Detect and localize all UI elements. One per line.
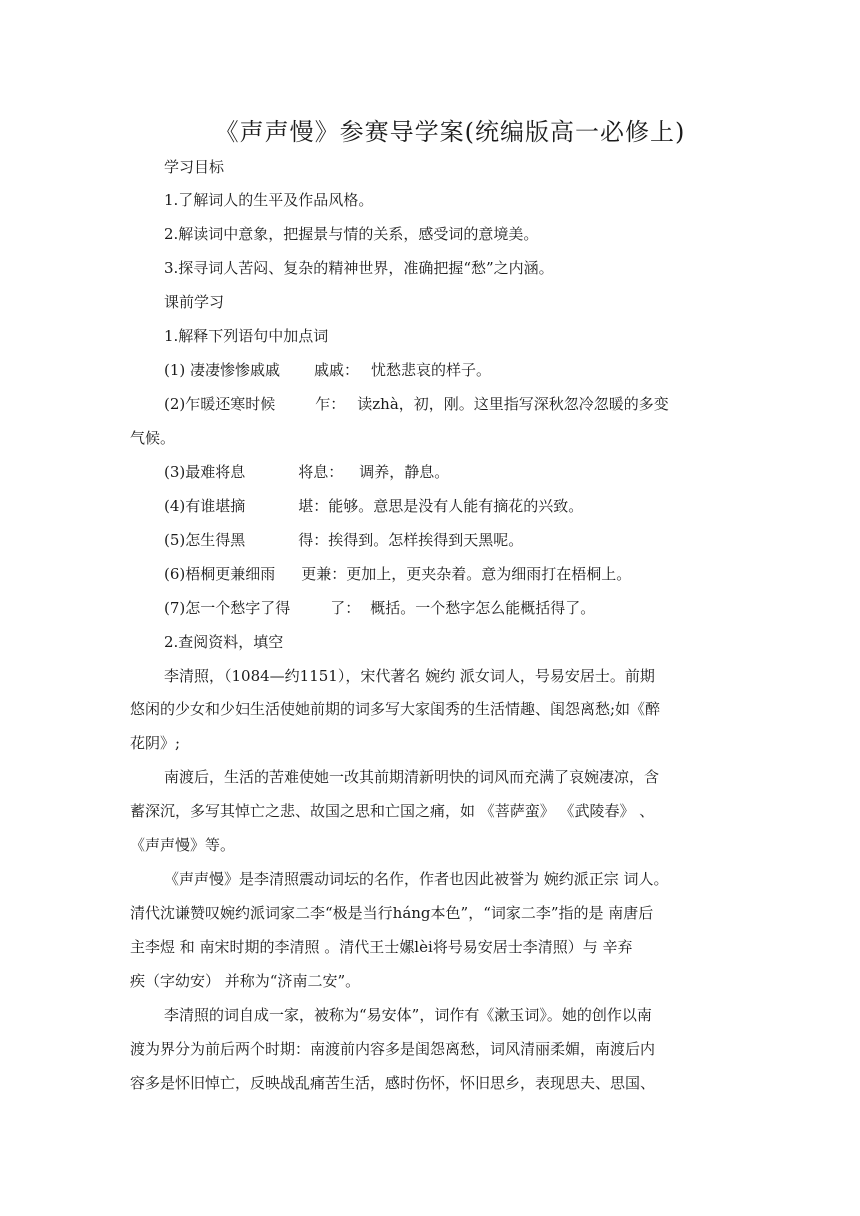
term-wrap-line: 气候。 [130, 429, 176, 447]
term-meaning: 读zhà，初，刚。这里指写深秋忽冷忽暖的多变 [357, 395, 669, 413]
term-meaning: 能够。意思是没有人能有摘花的兴致。 [328, 497, 584, 515]
paragraph-line: 渡为界分为前后两个时期：南渡前内容多是闺怨离愁，词风清丽柔媚，南渡后内 [130, 1040, 656, 1058]
term-word: 堪： [298, 497, 329, 515]
term-row [164, 360, 491, 380]
term-row [164, 598, 595, 618]
goal-item: 3.探寻词人苦闷、复杂的精神世界，准确把握“愁”之内涵。 [164, 259, 554, 277]
term-phrase: (1) 凄凄惨惨戚戚 [164, 361, 281, 379]
paragraph-line: 容多是怀旧悼亡，反映战乱痛苦生活，感时伤怀，怀旧思乡，表现思夫、思国、 [130, 1074, 656, 1092]
section-heading-pre-study: 课前学习 [164, 293, 225, 311]
goal-item: 2.解读词中意象，把握景与情的关系，感受词的意境美。 [164, 225, 539, 243]
term-word: 得： [298, 531, 329, 549]
question-title: 2.查阅资料，填空 [164, 633, 284, 651]
paragraph-line: 南渡后，生活的苦难使她一改其前期清新明快的词风而充满了哀婉凄凉，含 [164, 768, 660, 786]
term-meaning: 调养，静息。 [359, 463, 450, 481]
paragraph-line: 蓄深沉，多写其悼亡之悲、故国之思和亡国之痛，如 《菩萨蛮》 《武陵春》 、 [130, 802, 655, 820]
term-word: 更兼： [301, 565, 347, 583]
paragraph-line: 花阴》; [130, 734, 181, 752]
paragraph-line: 主李煜 和 南宋时期的李清照 。清代王士嫘lèi将号易安居士李清照）与 辛弃 [130, 938, 633, 956]
term-phrase: (7)怎一个愁字了得 [164, 599, 291, 617]
goal-item: 1.了解词人的生平及作品风格。 [164, 191, 374, 209]
term-word: 了： [330, 599, 361, 617]
term-word: 戚戚： [314, 361, 360, 379]
paragraph-line: 悠闲的少女和少妇生活使她前期的词多写大家闺秀的生活情趣、闺怨离愁;如《醉 [130, 700, 661, 718]
paragraph-line: 疾（字幼安） 并称为“济南二安”。 [130, 972, 361, 990]
question-title: 1.解释下列语句中加点词 [164, 327, 329, 345]
term-phrase: (6)梧桐更兼细雨 [164, 565, 276, 583]
paragraph-line: 清代沈谦赞叹婉约派词家二李“极是当行háng本色”，“词家二李”指的是 南唐后 [130, 904, 654, 922]
term-phrase: (2)乍暖还寒时候 [164, 395, 276, 413]
term-meaning: 忧愁悲哀的样子。 [371, 361, 492, 379]
term-phrase: (5)怎生得黑 [164, 531, 246, 549]
term-phrase: (3)最难将息 [164, 463, 246, 481]
paragraph-line: 李清照的词自成一家，被称为“易安体”，词作有《漱玉词》。她的创作以南 [164, 1006, 652, 1024]
term-row [164, 394, 669, 414]
term-word: 将息： [298, 463, 344, 481]
term-row [164, 496, 583, 516]
term-row [164, 564, 631, 584]
section-heading-goals: 学习目标 [164, 158, 225, 176]
term-row [164, 462, 449, 482]
paragraph-line: 《声声慢》是李清照震动词坛的名作，作者也因此被誉为 婉约派正宗 词人。 [164, 870, 669, 888]
document-title: 《声声慢》参赛导学案(统编版高一必修上) [214, 118, 686, 146]
term-phrase: (4)有谁堪摘 [164, 497, 246, 515]
paragraph-line: 李清照，（1084—约1151），宋代著名 婉约 派女词人，号易安居士。前期 [164, 667, 655, 685]
term-meaning: 更加上，更夹杂着。意为细雨打在梧桐上。 [346, 565, 632, 583]
term-meaning: 挨得到。怎样挨得到天黑呢。 [328, 531, 524, 549]
term-row [164, 530, 523, 550]
paragraph-line: 《声声慢》等。 [130, 836, 236, 854]
term-meaning: 概括。一个愁字怎么能概括得了。 [370, 599, 596, 617]
term-word: 乍： [315, 395, 346, 413]
